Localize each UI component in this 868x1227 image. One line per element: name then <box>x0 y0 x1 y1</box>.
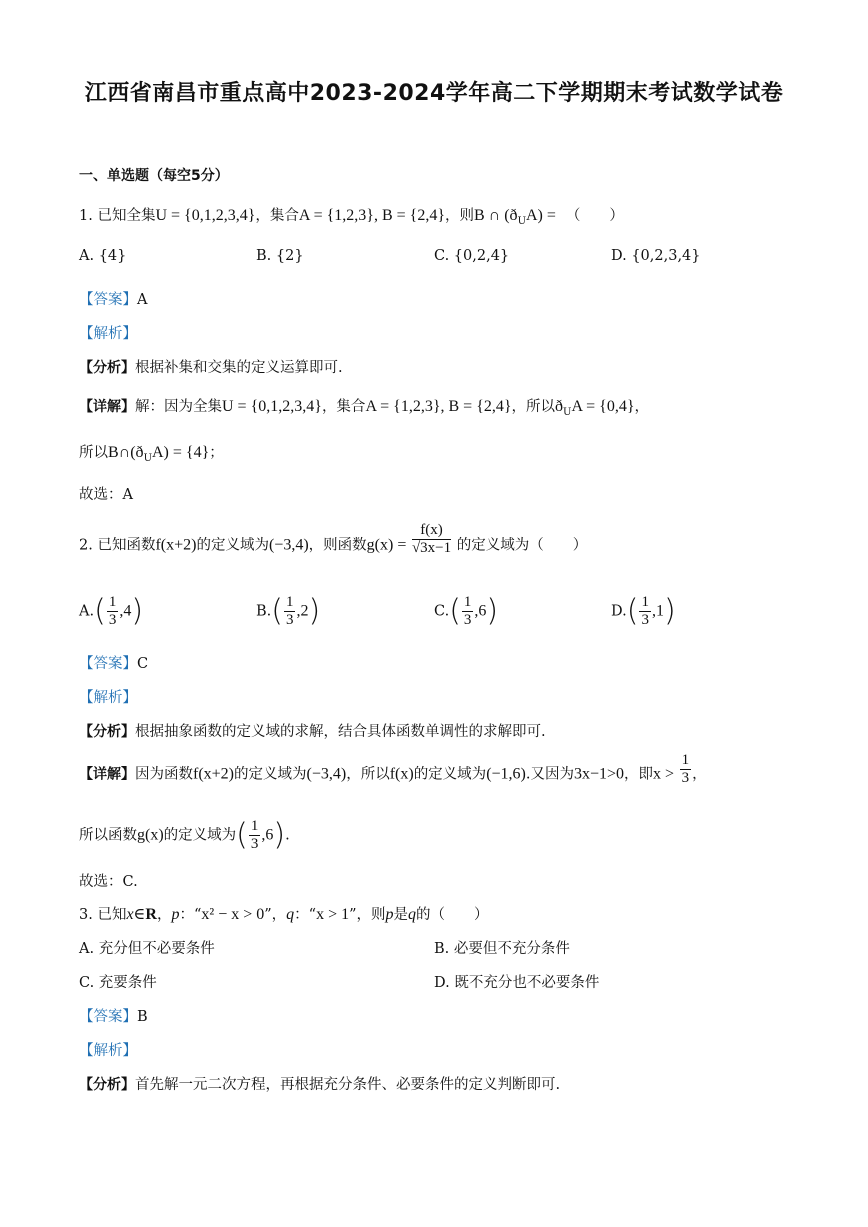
q3-option-c: C. 充要条件 <box>79 975 157 991</box>
q1-fenxi: 【分析】根据补集和交集的定义运算即可. <box>79 360 343 376</box>
q1-option-d: D. {0,2,3,4} <box>611 248 701 264</box>
q1-option-a: A. {4} <box>79 248 127 264</box>
section-heading: 一、单选题（每空5分） <box>79 168 229 184</box>
q2-stem: 2. 已知函数f(x+2)的定义域为(−3,4)，则函数g(x) = $\frac{f(x)}{√3x-1}$ 的定义域为（ ） <box>79 522 588 556</box>
q1-analysis-label: 【解析】 <box>79 326 137 342</box>
q3-answer: 【答案】B <box>79 1009 148 1025</box>
q3-stem: 3. 已知x∈R，p：“x² − x > 0”，q：“x > 1”，则p是q的（ ） <box>79 906 489 923</box>
q1-choose: 故选：A <box>79 487 133 503</box>
q1-option-c: C. {0,2,4} <box>434 248 510 264</box>
q1-detail-2: 所以$B\cap(ð_UA) = \{4\}$； <box>79 444 224 464</box>
q3-option-b: B. 必要但不充分条件 <box>434 941 570 957</box>
page-title: 江西省南昌市重点高中2023-2024学年高二下学期期末考试数学试卷 <box>84 81 784 106</box>
q2-option-d: D.( $\frac{1}{3}$ ,1) <box>611 593 676 629</box>
q3-option-a: A. 充分但不必要条件 <box>79 941 215 957</box>
q2-option-a: A.( $\frac{1}{3}$ ,4) <box>79 593 144 629</box>
q2-detail: 【详解】因为函数f(x+2)的定义域为(−3,4)，所以f(x)的定义域为(−1,6).又因为3x−1>0，即x > $\frac{1}{3}$ ， <box>79 752 707 786</box>
q1-option-b: B. {2} <box>256 248 304 264</box>
q3-option-d: D. 既不充分也不必要条件 <box>434 975 600 991</box>
q2-choose: 故选：C. <box>79 874 138 890</box>
q2-option-b: B.( $\frac{1}{3}$ ,2) <box>256 593 321 629</box>
q2-stem-fraction: $\frac{f(x)}{√3x-1}$ <box>411 522 452 556</box>
q1-stem: 1. 已知全集U = {0,1,2,3,4}，集合A = {1,2,3}, B = {2,4}，则B ∩ $(ð_UA)$ = （ ） <box>79 207 624 227</box>
q1-detail: 【详解】解：因为全集U = {0,1,2,3,4}，集合A = {1,2,3}, B = {2,4}，所以$ð_UA = \{0,4\}$， <box>79 398 650 418</box>
q2-analysis-label: 【解析】 <box>79 690 137 706</box>
q2-fenxi: 【分析】根据抽象函数的定义域的求解，结合具体函数单调性的求解即可. <box>79 724 546 740</box>
q2-answer: 【答案】C <box>79 656 149 672</box>
q2-option-c: C.( $\frac{1}{3}$ ,6) <box>434 593 499 629</box>
q1-answer: 【答案】A <box>79 292 148 308</box>
q3-analysis-label: 【解析】 <box>79 1043 137 1059</box>
q2-detail-2: 所以函数g(x)的定义域为( $\frac{1}{3}$ ,6). <box>79 817 290 853</box>
q3-fenxi: 【分析】首先解一元二次方程，再根据充分条件、必要条件的定义判断即可. <box>79 1077 561 1093</box>
